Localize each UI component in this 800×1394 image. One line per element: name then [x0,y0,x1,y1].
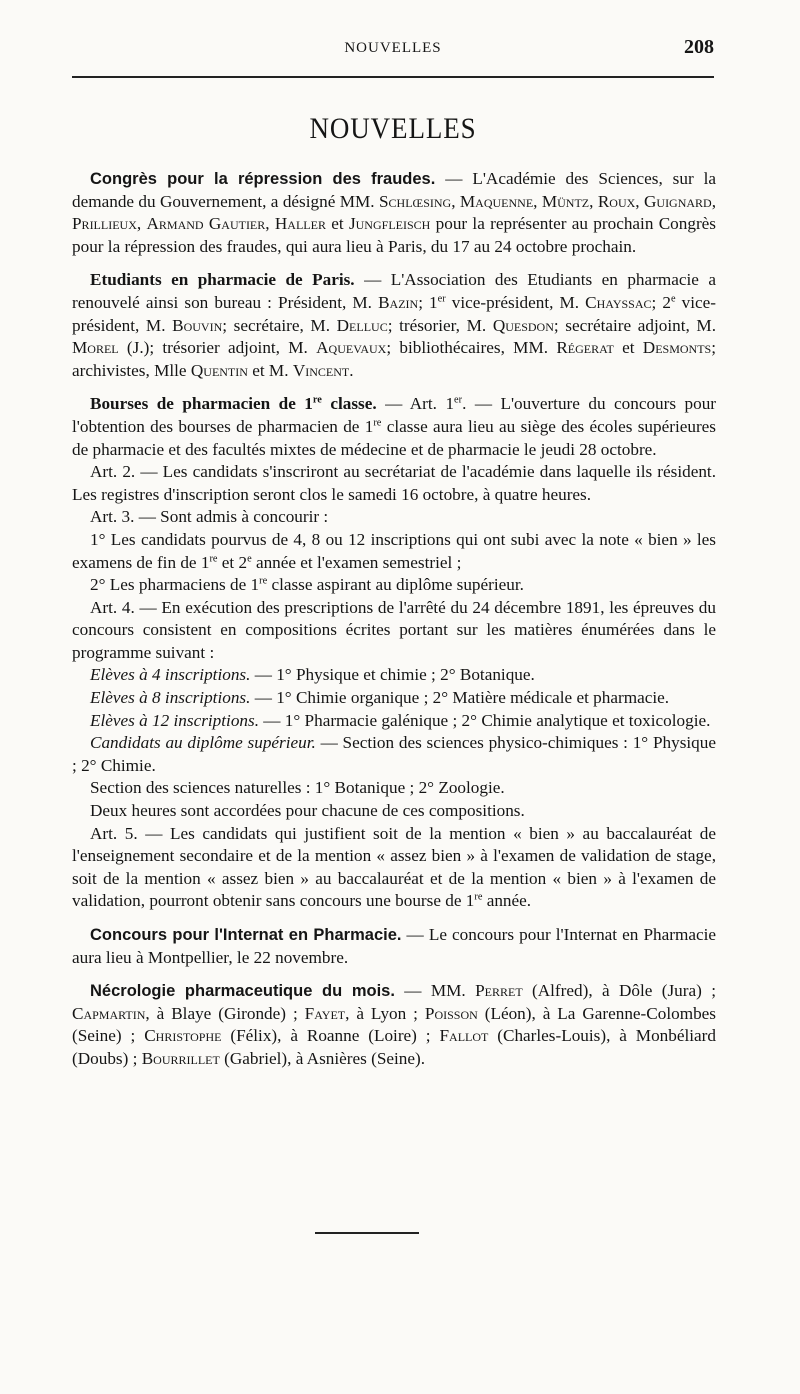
heading-bourses: Bourses de pharmacien de 1re classe. [90,394,377,414]
page-title: NOUVELLES [309,112,477,145]
heading-necrologie: Nécrologie pharmaceutique du mois. [90,982,395,1001]
article-body [72,168,716,1071]
page-number: 208 [684,36,714,58]
header-rule [72,76,714,78]
paragraph-item1: 1° Les candidats pourvus de 4, 8 ou 12 inscriptions qui ont subi avec la note « bien » les examens de fin de 1re et 2e année et l'examen semestriel ; [72,529,716,572]
paragraph-candidats: Candidats au diplôme supérieur. — Section des sciences physico-chimiques : 1° Physique ; 2° Chimie. [72,733,716,775]
paragraph-sciences-naturelles: Section des sciences naturelles : 1° Botanique ; 2° Zoologie. [90,778,505,798]
paragraph-art5: Art. 5. — Les candidats qui justifient soit de la mention « bien » au baccalauréat de l'enseignement secondaire et de la mention « assez bien » à l'examen de validation de stage, soit de la mention « assez bien » au baccalauréat et de la mention « bien » à l'examen de validation, pourront obtenir sans concours une bourse de 1re année. [72,823,716,911]
paragraph-item2: 2° Les pharmaciens de 1re classe aspirant au diplôme supérieur. [90,575,524,595]
paragraph-eleves-4: Elèves à 4 inscriptions. — 1° Physique et chimie ; 2° Botanique. [90,665,535,685]
paragraph-art4: Art. 4. — En exécution des prescriptions de l'arrêté du 24 décembre 1891, les épreuves du concours consistent en compositions écrites portant sur les matières énumérées dans le programme suivant : [72,597,716,662]
paragraph-etudiants: Etudiants en pharmacie de Paris. — L'Association des Etudiants en pharmacie a renouvelé ainsi son bureau : Président, M. Bazin; 1er vice-président, M. Chayssac; 2e vice-président, M. Bouvin; secrétaire, M. Delluc; trésorier, M. Quesdon; secrétaire adjoint, M. Morel (J.); trésorier adjoint, M. Aquevaux; bibliothécaires, MM. Régerat et Desmonts; archivistes, Mlle Quentin et M. Vincent. [72,270,716,380]
paragraph-bourses-art1: Bourses de pharmacien de 1re classe. — Art. 1er. — L'ouverture du concours pour l'obtention des bourses de pharmacien de 1re classe aura lieu au siège des écoles supérieures de pharmacie et des facultés mixtes de médecine et de pharmacie le jeudi 28 octobre. [72,394,717,459]
running-title: NOUVELLES [344,40,442,56]
paragraph-art2: Art. 2. — Les candidats s'inscriront au secrétariat de l'académie dans laquelle ils résident. Les registres d'inscription seront clos le samedi 16 octobre, à quatre heures. [72,462,716,504]
paragraph-eleves-8: Elèves à 8 inscriptions. — 1° Chimie organique ; 2° Matière médicale et pharmacie. [90,688,670,708]
heading-congres: Congrès pour la répression des fraudes. [90,170,436,188]
paragraph-art3: Art. 3. — Sont admis à concourir : [90,507,329,527]
heading-etudiants: Etudiants en pharmacie de Paris. [90,270,355,290]
paragraph-eleves-12: Elèves à 12 inscriptions. — 1° Pharmacie galénique ; 2° Chimie analytique et toxicologie. [90,710,711,730]
paragraph-internat: Concours pour l'Internat en Pharmacie. — Le concours pour l'Internat en Pharmacie aura lieu à Montpellier, le 22 novembre. [72,925,716,967]
paragraph-deux-heures: Deux heures sont accordées pour chacune de ces compositions. [90,801,525,821]
end-rule [315,1232,419,1234]
heading-internat: Concours pour l'Internat en Pharmacie. [90,926,402,944]
page-header [72,38,714,68]
paragraph-congres: Congrès pour la répression des fraudes. — L'Académie des Sciences, sur la demande du Gouvernement, a désigné MM. Schlœsing, Maquenne, Müntz, Roux, Guignard, Prillieux, Armand Gautier, Haller et Jungfleisch pour la représenter au prochain Congrès pour la répression des fraudes, qui aura lieu à Paris, du 17 au 24 octobre prochain. [72,169,717,256]
paragraph-necrologie: Nécrologie pharmaceutique du mois. — MM. Perret (Alfred), à Dôle (Jura) ; Capmartin, à Blaye (Gironde) ; Fayet, à Lyon ; Poisson (Léon), à La Garenne-Colombes (Seine) ; Christophe (Félix), à Roanne (Loire) ; Fallot (Charles-Louis), à Monbéliard (Doubs) ; Bourrillet (Gabriel), à Asnières (Seine). [72,981,716,1068]
